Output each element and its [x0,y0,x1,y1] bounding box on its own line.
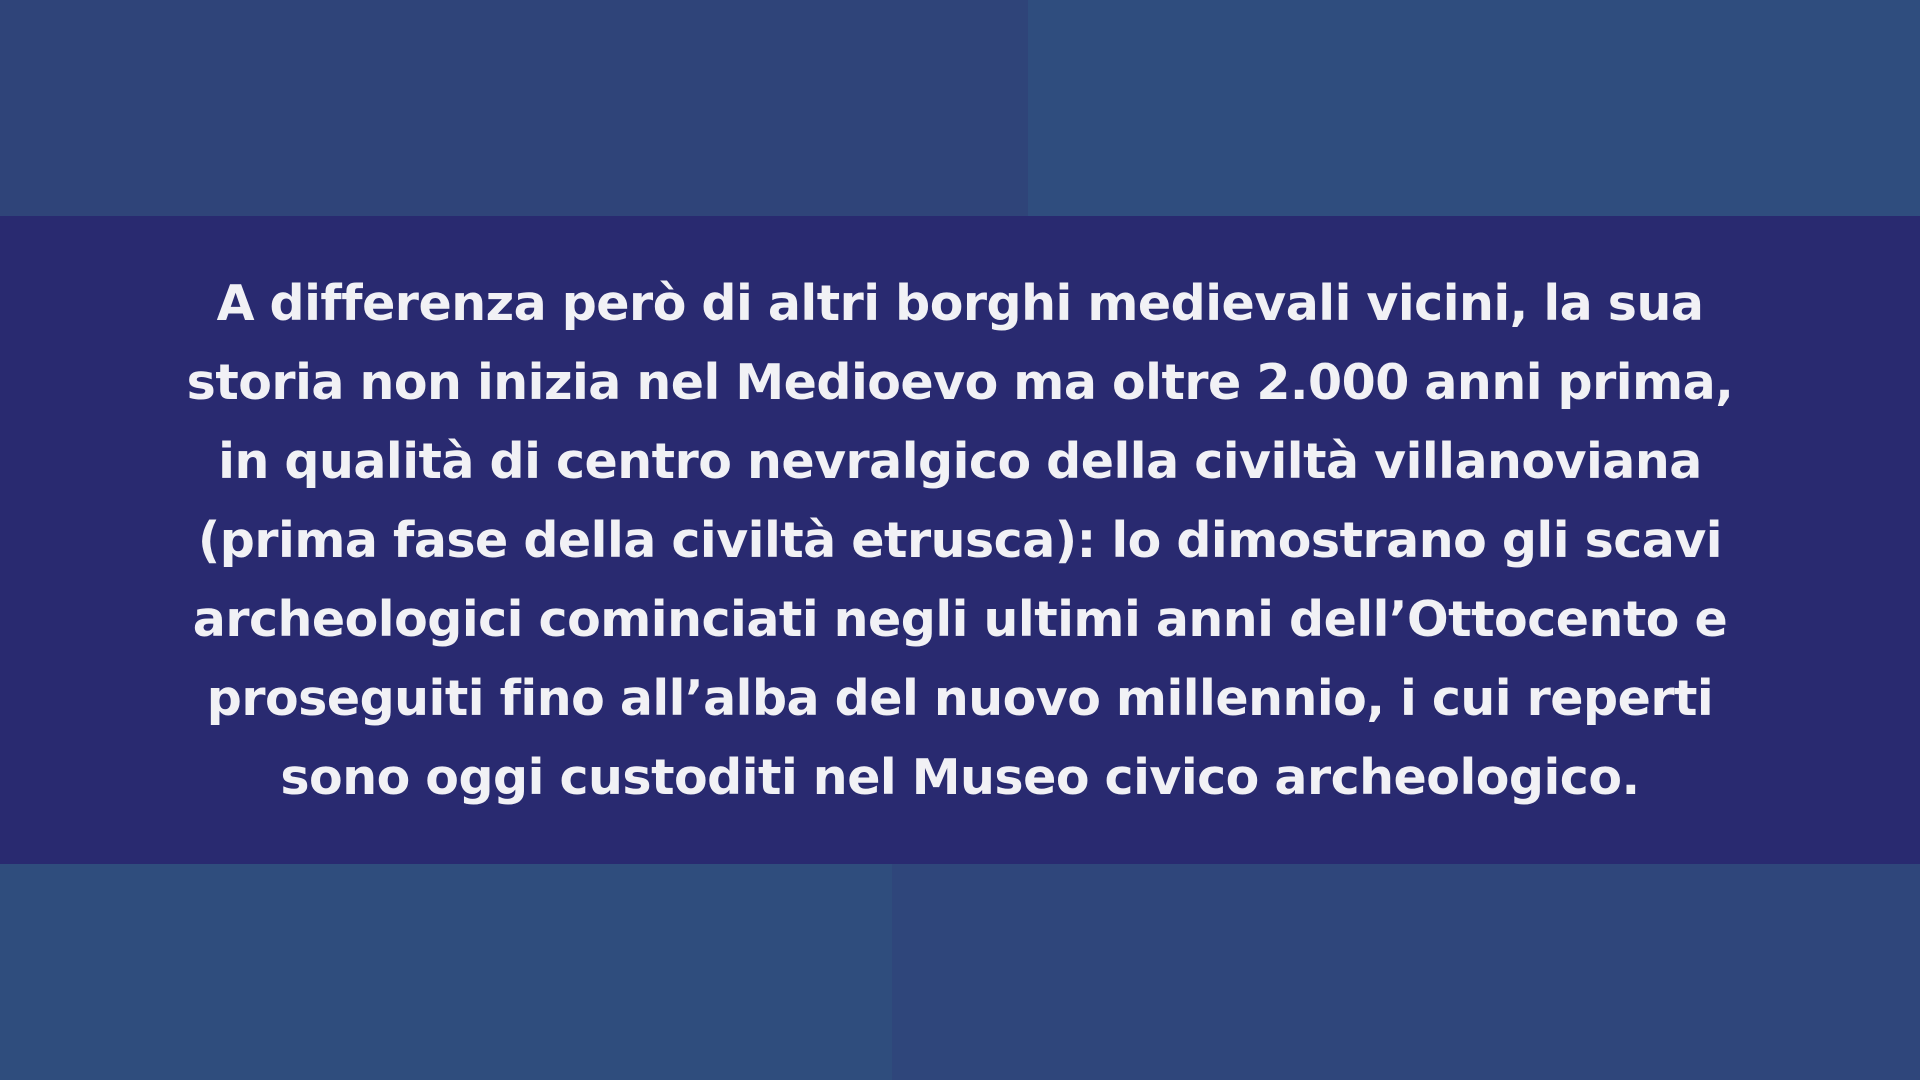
background-panel-bottom-right [892,864,1920,1080]
background-panel-top-right [1028,0,1920,216]
caption-text: A differenza però di altri borghi medievali vicini, la sua storia non inizia nel Medioevo ma oltre 2.000 anni prima, in qualità di centro nevralgico della civiltà villanoviana (prima fase della civiltà etrusca): lo dimostrano gli scavi archeologici cominciati negli ultimi anni dell’Ottocento e proseguiti fino all’alba del nuovo millennio, i cui reperti sono oggi custoditi nel Museo civico archeologico. [186,274,1734,806]
background-panel-top-left [0,0,1028,216]
caption-band [0,216,1920,864]
background-panel-bottom-left [0,864,892,1080]
